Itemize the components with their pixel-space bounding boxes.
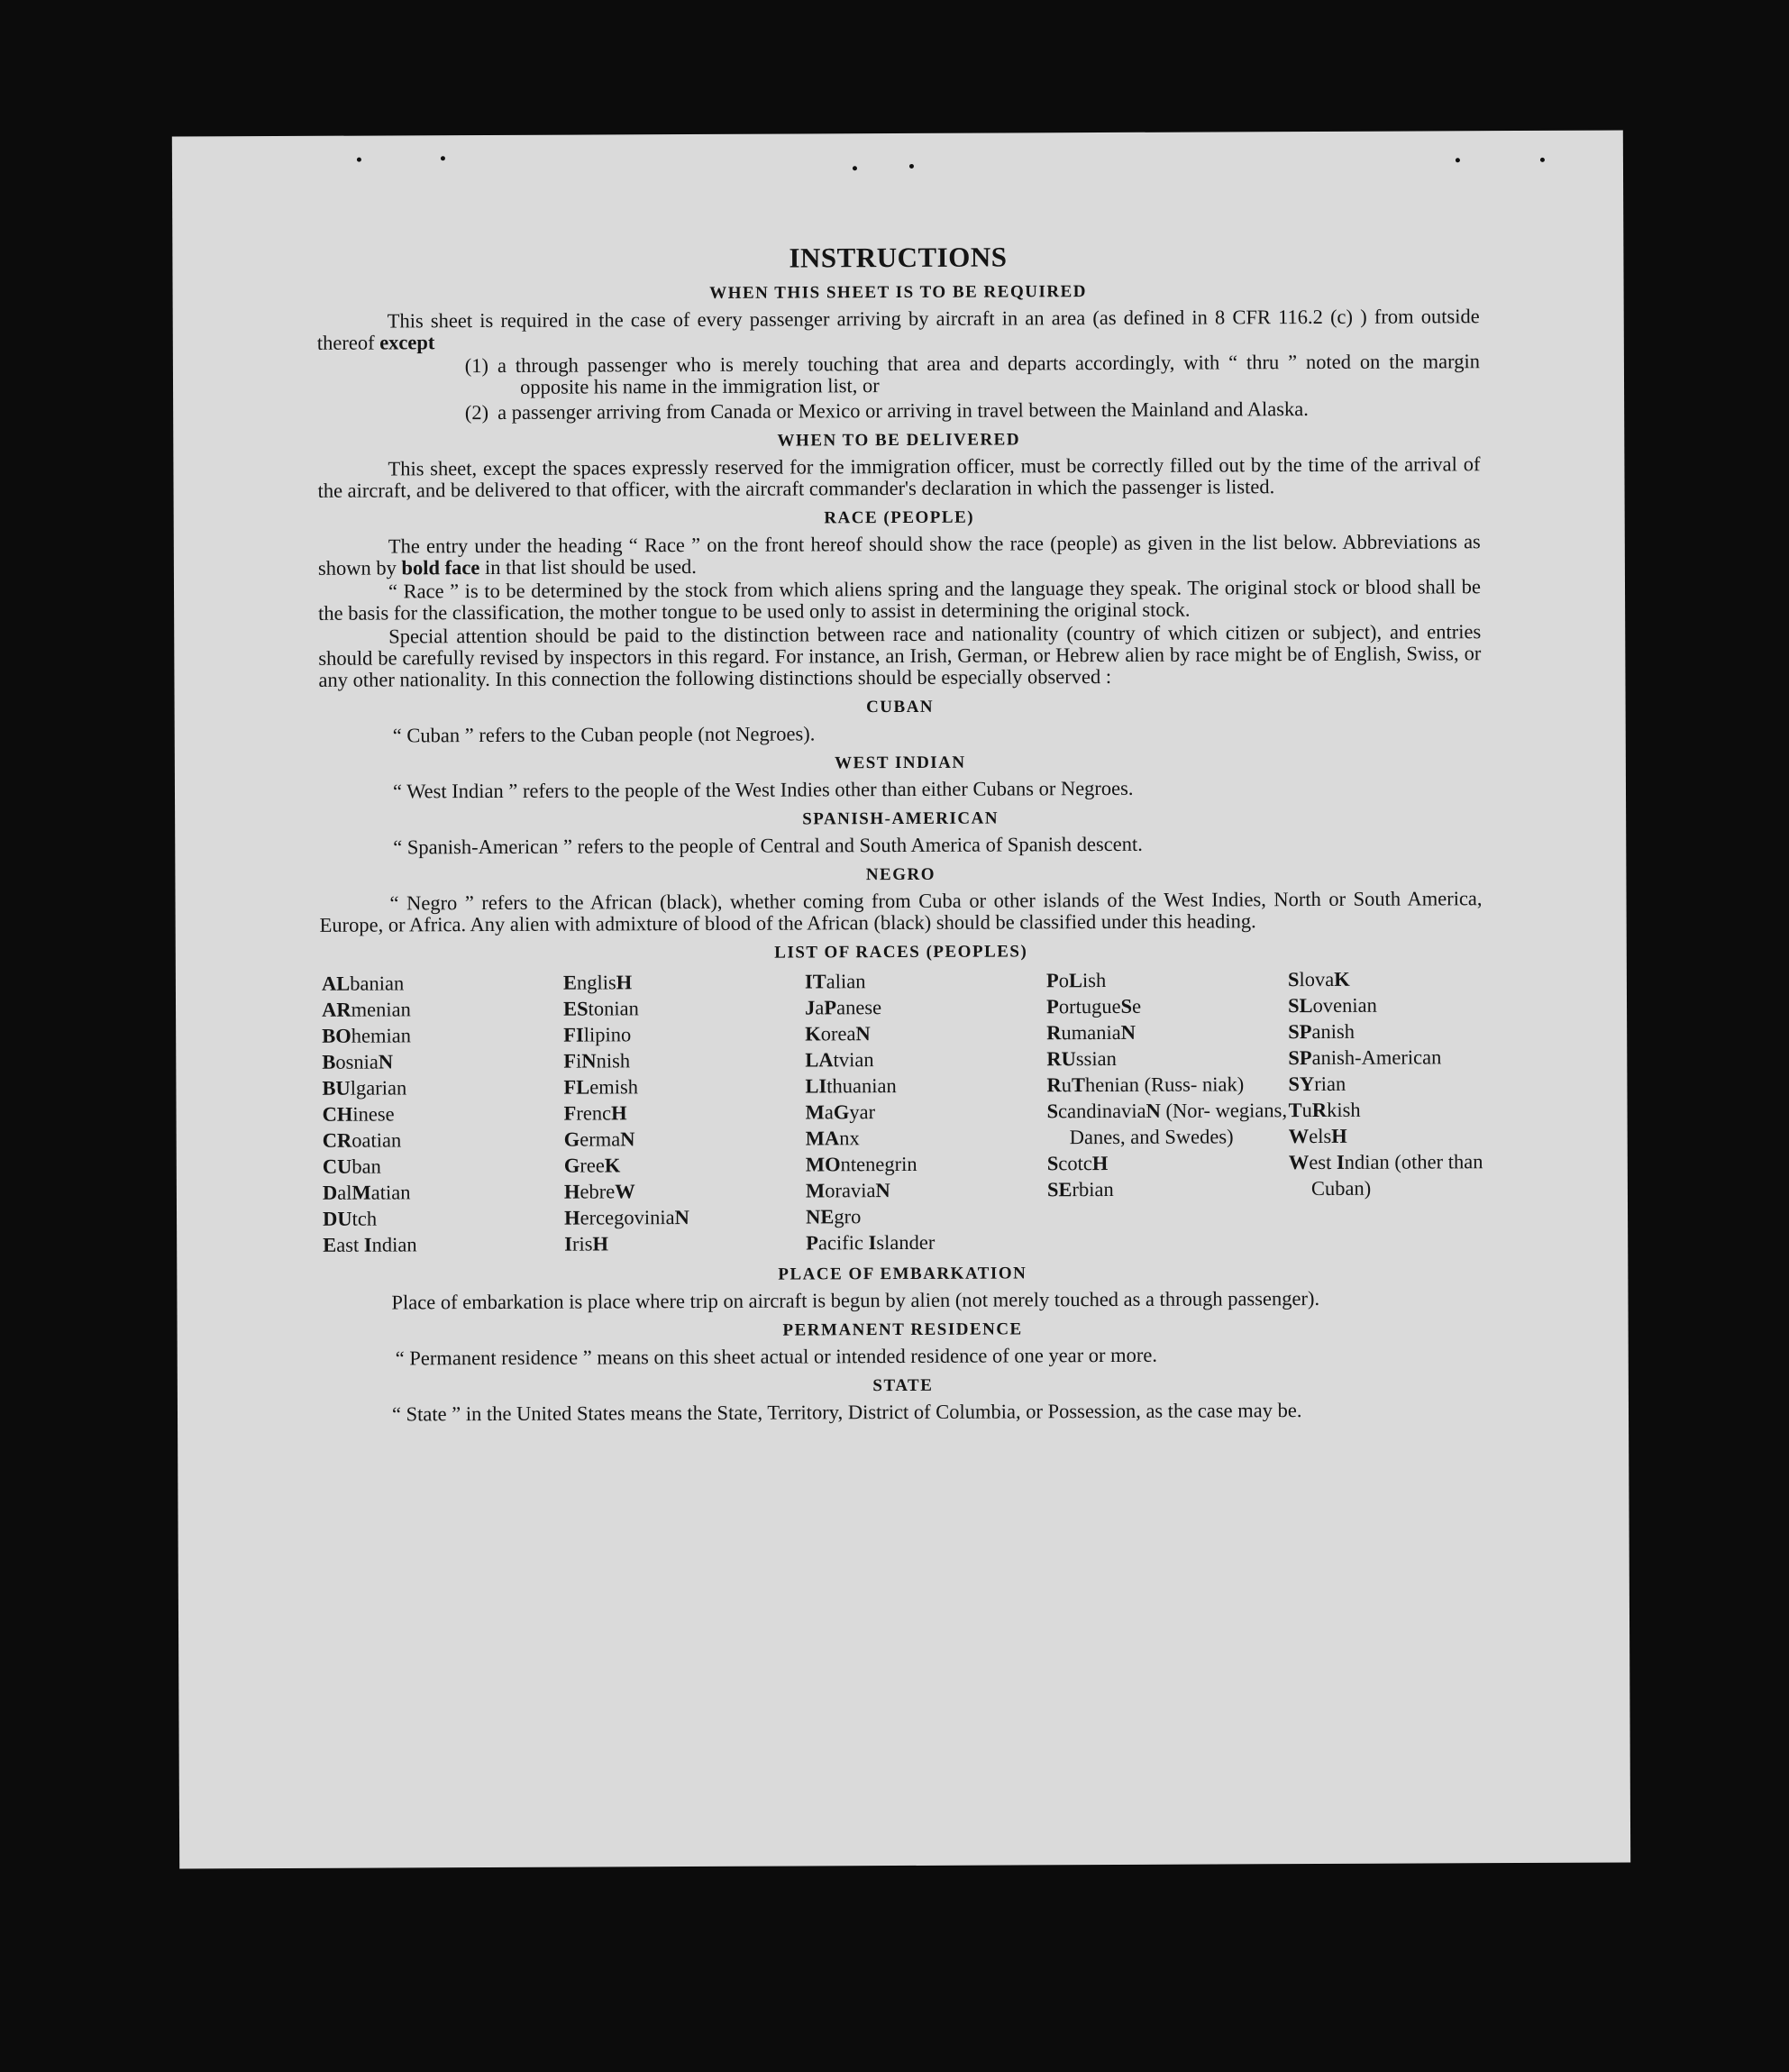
race-entry: SPanish xyxy=(1288,1019,1355,1044)
race-p1-text: The entry under the heading “ Race ” on the front hereof should show the race (people) as given in the list below. Abbreviations as shown by xyxy=(317,530,1481,580)
race-entry: MoraviaN xyxy=(805,1179,890,1202)
race-entry: MaGyar xyxy=(805,1100,876,1124)
race-entry: WelsH xyxy=(1288,1124,1347,1148)
race-entry: ITalian xyxy=(804,970,866,993)
race-entry: SYrian xyxy=(1288,1072,1346,1096)
section-heading-cuban: CUBAN xyxy=(866,697,935,717)
intro-except: except xyxy=(379,331,435,354)
races-column xyxy=(1288,965,1530,1254)
race-entry: IrisH xyxy=(564,1232,609,1255)
race-entry: GreeK xyxy=(563,1154,621,1177)
scan-speck xyxy=(441,156,445,160)
exception-text: a through passenger who is merely touching that area and departs accordingly, with “ thru ” noted on the margin opposite his name in the immigration list, or xyxy=(497,350,1480,398)
state-text: “ State ” in the United States means the State, Territory, District of Columbia, or Possession, as the case may be. xyxy=(391,1399,1302,1426)
races-column xyxy=(563,968,806,1256)
permanent-residence-text: “ Permanent residence ” means on this sheet actual or intended residence of one year or more. xyxy=(395,1343,1158,1370)
race-entry: CHinese xyxy=(322,1102,395,1126)
race-entry: FrencH xyxy=(563,1101,627,1125)
race-entry: SErbian xyxy=(1046,1177,1114,1201)
race-entry: SlovaK xyxy=(1287,967,1350,991)
races-list xyxy=(322,965,1483,1258)
race-entry: TuRkish xyxy=(1288,1098,1361,1122)
race-p1-bold: bold face xyxy=(401,556,480,580)
scan-speck xyxy=(1456,158,1460,162)
west-indian-definition: “ West Indian ” refers to the people of the West Indies other than either Cubans or Negroes. xyxy=(392,776,1134,803)
scan-speck xyxy=(1540,158,1545,162)
race-entry: FLemish xyxy=(563,1075,639,1099)
section-heading-negro: NEGRO xyxy=(865,864,936,885)
race-entry: BOhemian xyxy=(322,1024,412,1047)
race-entry: BosniaN xyxy=(322,1050,394,1073)
section-heading-when-required: WHEN THIS SHEET IS TO BE REQUIRED xyxy=(709,282,1087,303)
document-title: INSTRUCTIONS xyxy=(789,241,1008,274)
document-page xyxy=(172,130,1630,1868)
section-heading-place-of-embarkation: PLACE OF EMBARKATION xyxy=(778,1264,1027,1284)
race-entry: NEgro xyxy=(805,1205,862,1228)
race-entry: MOntenegrin xyxy=(805,1152,917,1176)
race-entry: ScandinaviaN (Nor- wegians, Danes, and Swedes) xyxy=(1046,1099,1288,1149)
races-column xyxy=(805,967,1047,1255)
race-entry: ScotcH xyxy=(1046,1152,1109,1175)
race-entry: East Indian xyxy=(323,1233,417,1256)
race-entry: EnglisH xyxy=(562,971,633,994)
race-entry: West Indian (other than Cuban) xyxy=(1288,1150,1483,1200)
spanish-american-definition: “ Spanish-American ” refers to the people of Central and South America of Spanish descent. xyxy=(393,832,1143,859)
race-entry: PortugueSe xyxy=(1045,994,1142,1018)
section-heading-list-of-races: LIST OF RACES (PEOPLES) xyxy=(774,942,1028,963)
race-entry: RumaniaN xyxy=(1046,1020,1136,1045)
exception-number: (1) xyxy=(464,353,488,378)
section-heading-when-delivered: WHEN TO BE DELIVERED xyxy=(777,430,1021,451)
race-paragraph-2: “ Race ” is to be determined by the stock from which aliens spring and the language they speak. The original stock or blood shall be the basis for the classification, the mother tongue to be used only to assist in determining the original stock. xyxy=(318,575,1482,625)
exception-item xyxy=(317,397,1480,424)
race-entry: SLovenian xyxy=(1287,993,1377,1018)
scan-speck xyxy=(357,158,361,162)
race-entry: MAnx xyxy=(805,1127,860,1150)
race-entry: RuThenian (Russ- niak) xyxy=(1046,1073,1245,1097)
races-column xyxy=(322,970,564,1258)
place-of-embarkation-text: Place of embarkation is place where trip on aircraft is begun by alien (not merely touched as a through passenger). xyxy=(391,1286,1320,1314)
race-entry: LIthuanian xyxy=(805,1074,897,1098)
race-paragraph-3: Special attention should be paid to the distinction between race and nationality (country of which citizen or subject), and entries should be carefully revised by inspectors in this regard. For instance, an Irish, German, or Hebrew alien by race might be of English, Swiss, or any other nationality. In this connection the following distinctions should be especially observed : xyxy=(318,620,1482,691)
negro-definition: “ Negro ” refers to the African (black), whether coming from Cuba or other islands of the West Indies, North or South America, Europe, or Africa. Any alien with admixture of blood of the African (black) should be classified under this heading. xyxy=(319,887,1483,936)
race-entry: EStonian xyxy=(562,997,639,1020)
race-entry: ALbanian xyxy=(321,972,405,995)
race-p1-text-end: in that list should be used. xyxy=(479,554,697,580)
race-entry: PoLish xyxy=(1045,969,1107,992)
race-entry: SPanish-American xyxy=(1288,1045,1442,1070)
section-heading-permanent-residence: PERMANENT RESIDENCE xyxy=(782,1319,1023,1340)
race-entry: HercegoviniaN xyxy=(563,1206,689,1229)
scan-speck xyxy=(853,166,857,170)
race-entry: CRoatian xyxy=(322,1128,402,1152)
race-entry: Pacific Islander xyxy=(806,1230,936,1255)
race-entry: ARmenian xyxy=(321,998,411,1021)
race-entry: HebreW xyxy=(563,1180,635,1203)
instructions-content xyxy=(316,239,1484,1428)
exception-item xyxy=(317,351,1480,399)
race-entry: FIlipino xyxy=(563,1023,632,1046)
section-heading-race: RACE (PEOPLE) xyxy=(824,507,975,528)
race-entry: RUssian xyxy=(1046,1046,1117,1071)
race-entry: JaPanese xyxy=(804,996,882,1019)
when-delivered-text: This sheet, except the spaces expressly reserved for the immigration officer, must be correctly filled out by the time of the arrival of the aircraft, and be delivered to that officer, with the aircraft commander's declaration in which the passenger is listed. xyxy=(317,452,1481,502)
race-entry: KoreaN xyxy=(805,1022,871,1045)
section-heading-spanish-american: SPANISH-AMERICAN xyxy=(802,808,999,829)
exception-text: a passenger arriving from Canada or Mexico or arriving in travel between the Mainland and Alaska. xyxy=(497,397,1309,424)
cuban-definition: “ Cuban ” refers to the Cuban people (not Negroes). xyxy=(392,722,816,747)
exception-number: (2) xyxy=(464,400,489,424)
race-entry: DUtch xyxy=(323,1207,378,1230)
race-entry: GermaN xyxy=(563,1127,635,1151)
section-heading-west-indian: WEST INDIAN xyxy=(835,753,966,773)
race-entry: FiNnish xyxy=(563,1049,631,1073)
intro-text: This sheet is required in the case of every passenger arriving by aircraft in an area (as defined in 8 CFR 116.2 (c) ) from outside thereof xyxy=(316,305,1480,354)
race-entry: BUlgarian xyxy=(322,1076,407,1100)
section-heading-state: STATE xyxy=(872,1375,934,1396)
when-required-intro xyxy=(317,306,1480,354)
scan-speck xyxy=(909,164,914,169)
race-entry: DalMatian xyxy=(322,1181,411,1204)
race-paragraph-1 xyxy=(318,531,1481,580)
race-entry: LAtvian xyxy=(805,1048,874,1072)
race-entry: CUban xyxy=(322,1155,381,1178)
races-column xyxy=(1046,966,1289,1255)
